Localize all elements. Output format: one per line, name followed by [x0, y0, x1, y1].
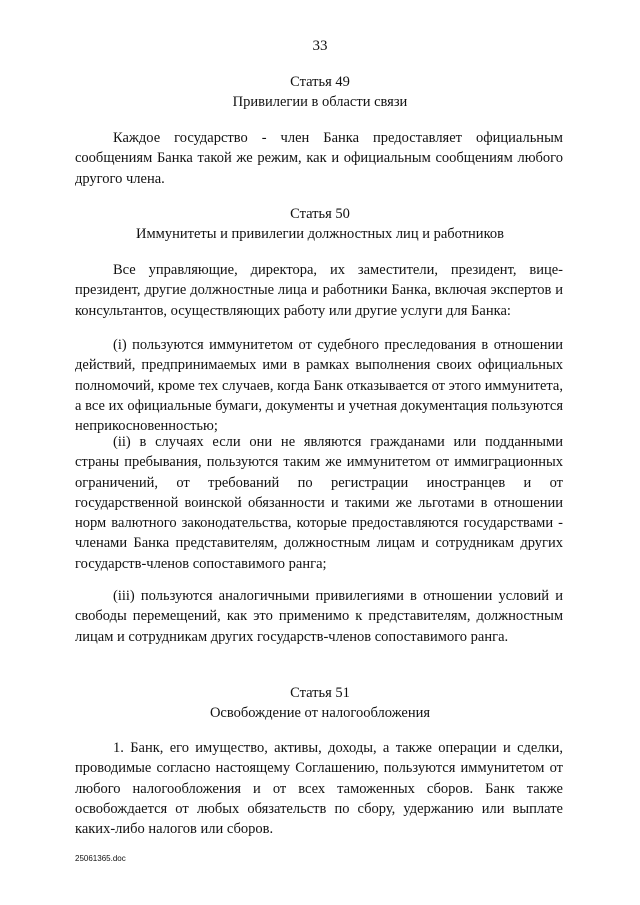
article-50-item-i: (i) пользуются иммунитетом от судебного преследования в отношении действий, предпринимаемых ими в рамках выполнения своих официальных полномочий, кроме тех случаев, когда Банк отказывается от этого иммунитета, а все их официальные бумаги, документы и учетная документация пользуются неприкосновенностью;	[75, 337, 563, 435]
article-50-number: Статья 50	[290, 206, 350, 222]
article-49-paragraph-1: Каждое государство - член Банка предоставляет официальным сообщениям Банка такой же режим, как и официальным сообщениям любого другого члена.	[75, 130, 563, 187]
article-51-paragraph-1: 1. Банк, его имущество, активы, доходы, а также операции и сделки, проводимые согласно настоящему Соглашению, пользуются иммунитетом от любого налогообложения и от всех таможенных сборов. Банк также освобождается от любых обязательств по сбору, удержанию или выплате каких-либо налогов или сборов.	[75, 740, 563, 838]
article-50-item-iii: (iii) пользуются аналогичными привилегиями в отношении условий и свободы перемещений, как это применимо к представителям, должностным лицам и сотрудникам других государств-членов сопоставимого ранга.	[75, 588, 563, 645]
article-49-number: Статья 49	[290, 74, 350, 90]
article-51-number: Статья 51	[290, 685, 350, 701]
page-number: 33	[312, 38, 328, 54]
article-50-paragraph-intro: Все управляющие, директора, их заместители, президент, вице-президент, другие должностные лица и работники Банка, включая экспертов и консультантов, осуществляющих работу или другие услуги для Банка:	[75, 262, 563, 319]
article-51-title: Освобождение от налогообложения	[209, 705, 431, 721]
article-49-title: Привилегии в области связи	[232, 94, 408, 110]
footer-filename: 25061365.doc	[75, 854, 126, 863]
article-50-title: Иммунитеты и привилегии должностных лиц и работников	[136, 226, 504, 242]
article-50-item-ii: (ii) в случаях если они не являются гражданами или подданными страны пребывания, пользуются таким же иммунитетом от иммиграционных ограничений, от требований по регистрации иностранцев и от государственной воинской обязанности и такими же льготами в отношении норм валютного законодательства, которые предоставляются государствами - членами Банка представителям, должностным лицам и сотрудникам других государств-членов сопоставимого ранга;	[75, 434, 563, 572]
